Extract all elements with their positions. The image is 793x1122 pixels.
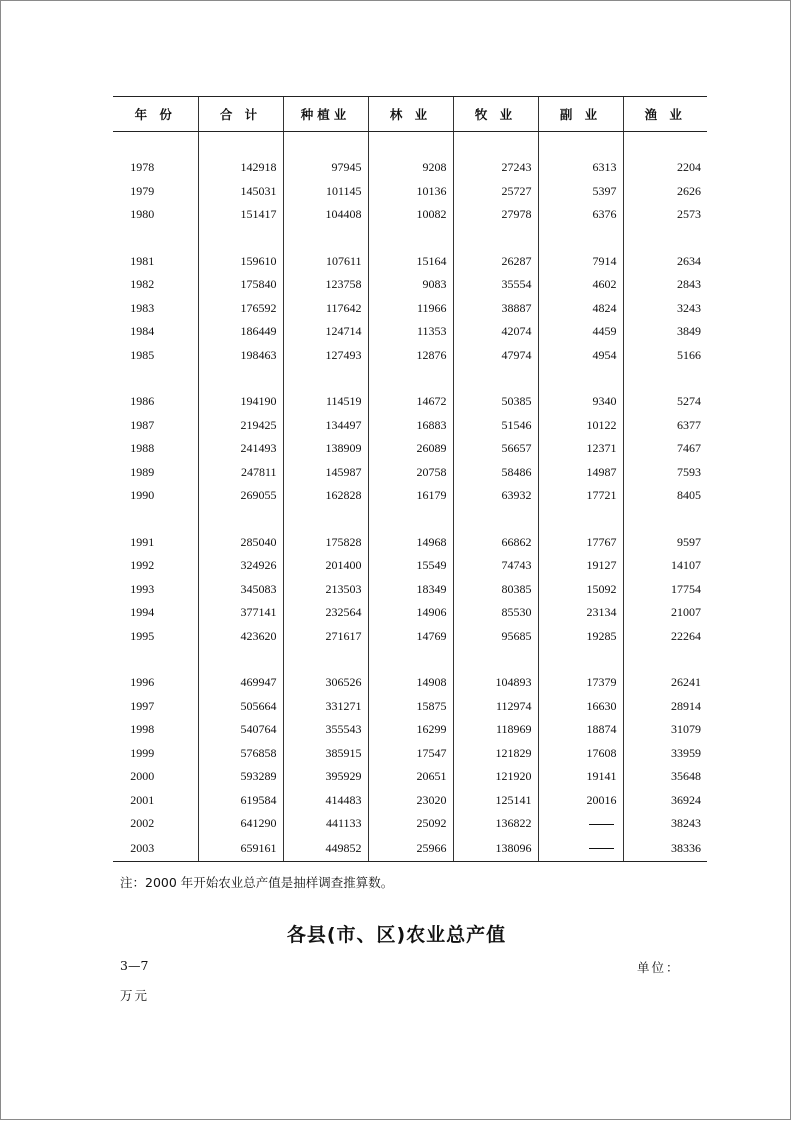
cell-sideline: 15092 <box>538 578 623 602</box>
cell-animal-husbandry: 56657 <box>453 437 538 461</box>
cell-fishery: 28914 <box>623 695 707 719</box>
cell-year: 2002 <box>130 816 155 831</box>
cell-total: 505664 <box>198 695 283 719</box>
table-row <box>113 812 707 836</box>
spacer-cell <box>198 227 283 250</box>
cell-sideline: 20016 <box>538 789 623 813</box>
cell-total: 186449 <box>198 320 283 344</box>
agri-output-table-wrap <box>113 96 707 862</box>
cell-fishery: 8405 <box>623 484 707 508</box>
cell-sideline: 17608 <box>538 742 623 766</box>
table-row <box>113 414 707 438</box>
cell-sideline <box>538 812 623 836</box>
cell-animal-husbandry: 50385 <box>453 390 538 414</box>
cell-forestry: 17547 <box>368 742 453 766</box>
cell-crops: 107611 <box>283 250 368 274</box>
cell-animal-husbandry: 104893 <box>453 671 538 695</box>
table-row <box>113 180 707 204</box>
cell-animal-husbandry: 118969 <box>453 718 538 742</box>
cell-sideline: 5397 <box>538 180 623 204</box>
cell-fishery: 38243 <box>623 812 707 836</box>
cell-year: 1985 <box>130 347 155 362</box>
spacer-cell <box>283 367 368 390</box>
cell-crops: 395929 <box>283 765 368 789</box>
table-row <box>113 836 707 862</box>
table-row <box>113 250 707 274</box>
cell-forestry: 20651 <box>368 765 453 789</box>
cell-crops: 271617 <box>283 625 368 649</box>
cell-total: 175840 <box>198 273 283 297</box>
cell-animal-husbandry: 47974 <box>453 344 538 368</box>
cell-forestry: 14672 <box>368 390 453 414</box>
cell-year: 1980 <box>130 207 155 222</box>
table-row <box>113 273 707 297</box>
header-sideline: 副 业 <box>538 97 623 132</box>
cell-year: 1978 <box>130 160 155 175</box>
no-data-dash <box>589 824 614 825</box>
cell-crops: 123758 <box>283 273 368 297</box>
spacer-cell <box>368 367 453 390</box>
cell-crops: 441133 <box>283 812 368 836</box>
table-row <box>113 718 707 742</box>
spacer-cell <box>538 367 623 390</box>
cell-animal-husbandry: 74743 <box>453 554 538 578</box>
cell-fishery: 5166 <box>623 344 707 368</box>
cell-sideline: 4602 <box>538 273 623 297</box>
table-row <box>113 578 707 602</box>
spacer-cell <box>453 648 538 671</box>
cell-forestry: 15164 <box>368 250 453 274</box>
cell-sideline: 19141 <box>538 765 623 789</box>
cell-fishery: 36924 <box>623 789 707 813</box>
cell-sideline: 18874 <box>538 718 623 742</box>
cell-animal-husbandry: 35554 <box>453 273 538 297</box>
cell-year: 1992 <box>130 558 155 573</box>
cell-fishery: 7467 <box>623 437 707 461</box>
cell-total: 194190 <box>198 390 283 414</box>
cell-crops: 385915 <box>283 742 368 766</box>
cell-total: 285040 <box>198 531 283 555</box>
cell-fishery: 6377 <box>623 414 707 438</box>
spacer-cell <box>283 508 368 531</box>
table-row <box>113 344 707 368</box>
spacer-cell <box>113 648 198 671</box>
cell-total: 619584 <box>198 789 283 813</box>
cell-year: 1981 <box>130 253 155 268</box>
cell-forestry: 9083 <box>368 273 453 297</box>
cell-animal-husbandry: 51546 <box>453 414 538 438</box>
cell-fishery: 3243 <box>623 297 707 321</box>
cell-sideline: 4954 <box>538 344 623 368</box>
cell-fishery: 33959 <box>623 742 707 766</box>
table-row <box>113 390 707 414</box>
cell-total: 423620 <box>198 625 283 649</box>
cell-fishery: 7593 <box>623 461 707 485</box>
cell-animal-husbandry: 121920 <box>453 765 538 789</box>
cell-crops: 331271 <box>283 695 368 719</box>
cell-forestry: 16179 <box>368 484 453 508</box>
spacer-cell <box>283 132 368 157</box>
cell-crops: 97945 <box>283 156 368 180</box>
spacer-cell <box>538 508 623 531</box>
cell-animal-husbandry: 42074 <box>453 320 538 344</box>
cell-crops: 117642 <box>283 297 368 321</box>
cell-forestry: 10136 <box>368 180 453 204</box>
cell-forestry: 12876 <box>368 344 453 368</box>
cell-crops: 138909 <box>283 437 368 461</box>
group-spacer-row <box>113 508 707 531</box>
unit-value: 万元 <box>120 988 150 1003</box>
cell-forestry: 15549 <box>368 554 453 578</box>
cell-fishery: 38336 <box>623 836 707 862</box>
spacer-cell <box>453 132 538 157</box>
cell-animal-husbandry: 125141 <box>453 789 538 813</box>
table-row <box>113 601 707 625</box>
cell-year: 1991 <box>130 534 155 549</box>
cell-year: 1983 <box>130 300 155 315</box>
cell-sideline: 4459 <box>538 320 623 344</box>
cell-year: 1988 <box>130 441 155 456</box>
spacer-cell <box>368 508 453 531</box>
cell-forestry: 14968 <box>368 531 453 555</box>
spacer-cell <box>453 227 538 250</box>
cell-year: 2003 <box>113 836 198 862</box>
cell-total: 345083 <box>198 578 283 602</box>
cell-year: 1997 <box>130 698 155 713</box>
cell-year: 2000 <box>130 769 155 784</box>
cell-total: 324926 <box>198 554 283 578</box>
table-row <box>113 297 707 321</box>
cell-forestry: 14769 <box>368 625 453 649</box>
cell-fishery: 2843 <box>623 273 707 297</box>
group-spacer-row <box>113 132 707 157</box>
cell-forestry: 25092 <box>368 812 453 836</box>
cell-year: 2001 <box>130 792 155 807</box>
section-title: 各县(市、区)农业总产值 <box>286 924 507 946</box>
cell-fishery: 21007 <box>623 601 707 625</box>
cell-year: 1996 <box>130 675 155 690</box>
cell-crops: 355543 <box>283 718 368 742</box>
spacer-cell <box>368 648 453 671</box>
cell-animal-husbandry: 26287 <box>453 250 538 274</box>
table-row <box>113 461 707 485</box>
cell-crops: 201400 <box>283 554 368 578</box>
cell-year: 1989 <box>130 464 155 479</box>
cell-year: 1999 <box>130 745 155 760</box>
cell-crops: 162828 <box>283 484 368 508</box>
spacer-cell <box>113 227 198 250</box>
cell-year: 1994 <box>130 605 155 620</box>
cell-animal-husbandry: 66862 <box>453 531 538 555</box>
cell-total: 151417 <box>198 203 283 227</box>
table-row <box>113 765 707 789</box>
spacer-cell <box>113 508 198 531</box>
spacer-cell <box>538 648 623 671</box>
cell-total: 219425 <box>198 414 283 438</box>
cell-crops: 124714 <box>283 320 368 344</box>
cell-animal-husbandry: 25727 <box>453 180 538 204</box>
cell-crops: 175828 <box>283 531 368 555</box>
cell-forestry: 10082 <box>368 203 453 227</box>
cell-sideline: 19127 <box>538 554 623 578</box>
cell-forestry: 25966 <box>368 836 453 862</box>
spacer-cell <box>623 227 707 250</box>
cell-crops: 101145 <box>283 180 368 204</box>
cell-forestry: 11353 <box>368 320 453 344</box>
cell-fishery: 3849 <box>623 320 707 344</box>
cell-fishery: 2626 <box>623 180 707 204</box>
spacer-cell <box>538 227 623 250</box>
cell-fishery: 35648 <box>623 765 707 789</box>
table-body <box>113 132 707 862</box>
cell-animal-husbandry: 58486 <box>453 461 538 485</box>
header-animal-husbandry: 牧 业 <box>453 97 538 132</box>
cell-sideline: 19285 <box>538 625 623 649</box>
cell-fishery: 2573 <box>623 203 707 227</box>
cell-total: 241493 <box>198 437 283 461</box>
cell-crops: 449852 <box>283 836 368 862</box>
cell-fishery: 26241 <box>623 671 707 695</box>
header-fishery: 渔 业 <box>623 97 707 132</box>
cell-crops: 232564 <box>283 601 368 625</box>
cell-total: 145031 <box>198 180 283 204</box>
cell-total: 176592 <box>198 297 283 321</box>
header-total: 合 计 <box>198 97 283 132</box>
cell-crops: 134497 <box>283 414 368 438</box>
group-spacer-row <box>113 227 707 250</box>
cell-forestry: 11966 <box>368 297 453 321</box>
spacer-cell <box>623 648 707 671</box>
cell-fishery: 22264 <box>623 625 707 649</box>
cell-year: 1986 <box>130 394 155 409</box>
table-row <box>113 156 707 180</box>
cell-forestry: 9208 <box>368 156 453 180</box>
table-footnote: 注：2000 年开始农业总产值是抽样调查推算数。 <box>120 875 394 890</box>
cell-year: 1979 <box>130 183 155 198</box>
cell-forestry: 26089 <box>368 437 453 461</box>
cell-year: 1998 <box>130 722 155 737</box>
cell-animal-husbandry: 121829 <box>453 742 538 766</box>
spacer-cell <box>623 508 707 531</box>
cell-animal-husbandry: 138096 <box>453 836 538 862</box>
cell-sideline: 17721 <box>538 484 623 508</box>
cell-crops: 306526 <box>283 671 368 695</box>
cell-sideline: 17379 <box>538 671 623 695</box>
cell-forestry: 16299 <box>368 718 453 742</box>
header-crops: 种植业 <box>283 97 368 132</box>
cell-total: 377141 <box>198 601 283 625</box>
cell-total: 142918 <box>198 156 283 180</box>
cell-animal-husbandry: 63932 <box>453 484 538 508</box>
cell-sideline: 9340 <box>538 390 623 414</box>
spacer-cell <box>538 132 623 157</box>
cell-fishery: 14107 <box>623 554 707 578</box>
cell-crops: 114519 <box>283 390 368 414</box>
cell-total: 469947 <box>198 671 283 695</box>
table-row <box>113 437 707 461</box>
unit-label: 单位： <box>637 960 681 975</box>
cell-sideline: 6313 <box>538 156 623 180</box>
cell-total: 593289 <box>198 765 283 789</box>
table-row <box>113 742 707 766</box>
cell-sideline: 10122 <box>538 414 623 438</box>
cell-animal-husbandry: 27243 <box>453 156 538 180</box>
cell-fishery: 17754 <box>623 578 707 602</box>
cell-sideline: 12371 <box>538 437 623 461</box>
cell-forestry: 20758 <box>368 461 453 485</box>
cell-sideline: 4824 <box>538 297 623 321</box>
table-row <box>113 484 707 508</box>
cell-crops: 213503 <box>283 578 368 602</box>
cell-year: 1993 <box>130 581 155 596</box>
cell-animal-husbandry: 38887 <box>453 297 538 321</box>
cell-animal-husbandry: 112974 <box>453 695 538 719</box>
spacer-cell <box>453 508 538 531</box>
table-row <box>113 554 707 578</box>
table-row <box>113 320 707 344</box>
spacer-cell <box>113 132 198 157</box>
cell-sideline: 6376 <box>538 203 623 227</box>
cell-year: 1984 <box>130 324 155 339</box>
cell-crops: 104408 <box>283 203 368 227</box>
spacer-cell <box>623 132 707 157</box>
cell-animal-husbandry: 95685 <box>453 625 538 649</box>
spacer-cell <box>113 367 198 390</box>
spacer-cell <box>283 227 368 250</box>
cell-animal-husbandry: 85530 <box>453 601 538 625</box>
spacer-cell <box>453 367 538 390</box>
cell-forestry: 14906 <box>368 601 453 625</box>
cell-sideline: 17767 <box>538 531 623 555</box>
cell-forestry: 15875 <box>368 695 453 719</box>
cell-animal-husbandry: 80385 <box>453 578 538 602</box>
cell-crops: 127493 <box>283 344 368 368</box>
cell-sideline: 7914 <box>538 250 623 274</box>
table-row <box>113 203 707 227</box>
cell-total: 159610 <box>198 250 283 274</box>
header-forestry: 林 业 <box>368 97 453 132</box>
cell-fishery: 2634 <box>623 250 707 274</box>
cell-forestry: 14908 <box>368 671 453 695</box>
table-row <box>113 695 707 719</box>
group-spacer-row <box>113 367 707 390</box>
cell-total: 269055 <box>198 484 283 508</box>
cell-animal-husbandry: 136822 <box>453 812 538 836</box>
cell-fishery: 9597 <box>623 531 707 555</box>
cell-total: 198463 <box>198 344 283 368</box>
cell-forestry: 16883 <box>368 414 453 438</box>
cell-year: 1990 <box>130 488 155 503</box>
spacer-cell <box>198 132 283 157</box>
table-row <box>113 531 707 555</box>
cell-fishery: 2204 <box>623 156 707 180</box>
spacer-cell <box>623 367 707 390</box>
no-data-dash <box>589 848 614 849</box>
agri-output-table <box>113 96 707 862</box>
spacer-cell <box>368 132 453 157</box>
header-year: 年 份 <box>113 97 198 132</box>
cell-fishery: 5274 <box>623 390 707 414</box>
spacer-cell <box>198 367 283 390</box>
cell-year: 1982 <box>130 277 155 292</box>
spacer-cell <box>198 648 283 671</box>
table-header-row <box>113 97 707 132</box>
table-row <box>113 789 707 813</box>
spacer-cell <box>198 508 283 531</box>
cell-total: 247811 <box>198 461 283 485</box>
cell-crops: 414483 <box>283 789 368 813</box>
cell-total: 659161 <box>198 836 283 862</box>
cell-fishery: 31079 <box>623 718 707 742</box>
cell-year: 1987 <box>130 417 155 432</box>
cell-sideline: 23134 <box>538 601 623 625</box>
cell-sideline: 14987 <box>538 461 623 485</box>
cell-total: 540764 <box>198 718 283 742</box>
cell-total: 576858 <box>198 742 283 766</box>
table-row <box>113 671 707 695</box>
cell-crops: 145987 <box>283 461 368 485</box>
cell-forestry: 23020 <box>368 789 453 813</box>
group-spacer-row <box>113 648 707 671</box>
cell-sideline <box>538 836 623 862</box>
spacer-cell <box>368 227 453 250</box>
table-number: 3—7 <box>120 958 149 973</box>
table-row <box>113 625 707 649</box>
cell-year: 1995 <box>130 628 155 643</box>
spacer-cell <box>283 648 368 671</box>
cell-total: 641290 <box>198 812 283 836</box>
cell-forestry: 18349 <box>368 578 453 602</box>
cell-sideline: 16630 <box>538 695 623 719</box>
cell-animal-husbandry: 27978 <box>453 203 538 227</box>
